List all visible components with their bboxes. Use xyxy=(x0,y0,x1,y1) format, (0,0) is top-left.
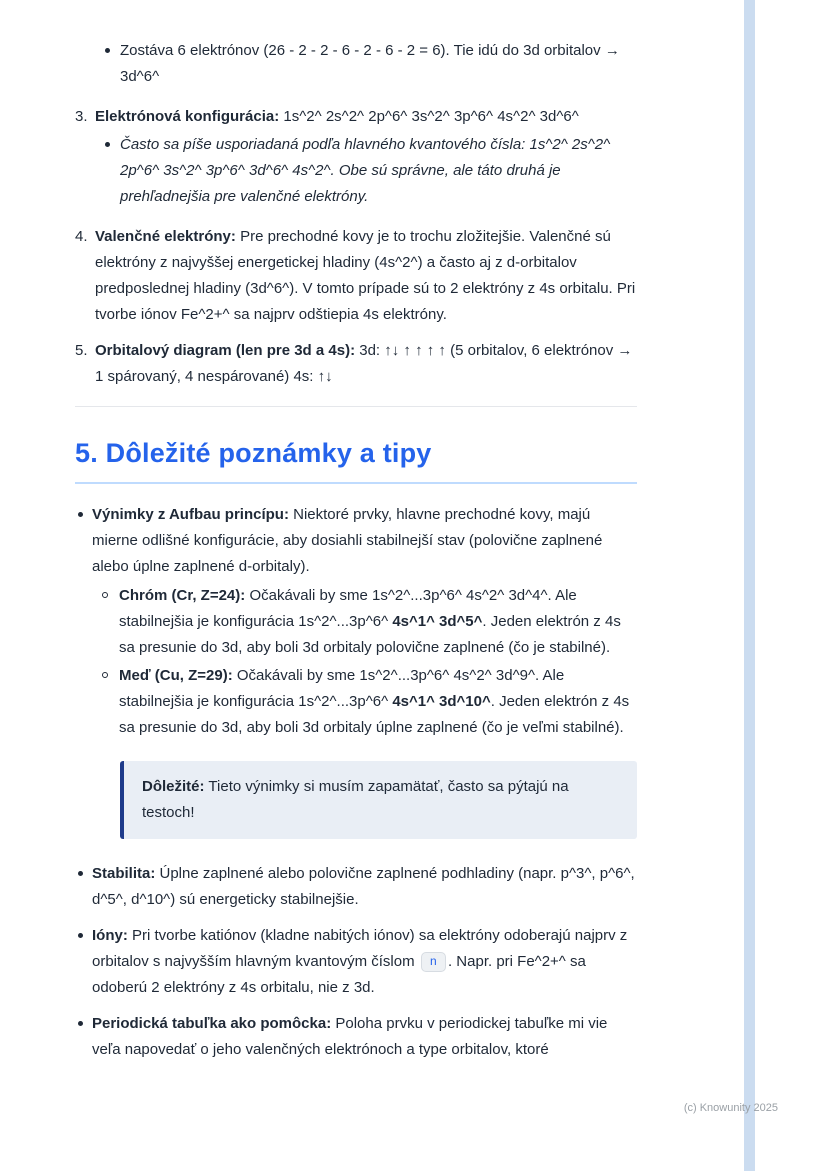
sub-item-label: Chróm (Cr, Z=24): xyxy=(119,587,246,604)
notes-list xyxy=(75,502,637,1063)
item-number: 3. xyxy=(75,108,88,125)
sub-item-chromium xyxy=(92,583,637,661)
numbered-item-electron-configuration xyxy=(75,104,637,210)
list-item-ordering-note xyxy=(95,132,637,210)
bullet-disc-icon xyxy=(78,933,83,938)
note-label: Ióny: xyxy=(92,927,128,944)
item-body xyxy=(95,104,637,210)
item-text: 1s^2^ 2s^2^ 2p^6^ 3s^2^ 3p^6^ 4s^2^ 3d^6^ xyxy=(279,108,579,125)
sub-item-bold-config: 4s^1^ 3d^10^ xyxy=(392,693,491,710)
italic-note-text: Často sa píše usporiadaná podľa hlavného kvantového čísla: 1s^2^ 2s^2^ 2p^6^ 3s^2^ 3p^6^ 3d^6^ 4s^2^. Obe sú správne, ale táto druhá je prehľadnejšia pre valenčné elektróny. xyxy=(120,136,611,205)
bullet-disc-icon xyxy=(105,48,110,53)
sub-item-label: Meď (Cu, Z=29): xyxy=(119,667,233,684)
bullet-disc-icon xyxy=(105,142,110,147)
note-item-ions xyxy=(75,923,637,1001)
exceptions-sublist xyxy=(92,583,637,741)
list-item-text: Zostáva 6 elektrónov (26 - 2 - 2 - 6 - 2 - 6 - 2 = 6). Tie idú do 3d orbitalov → 3d^6^ xyxy=(120,42,620,85)
important-callout xyxy=(120,761,637,839)
note-body xyxy=(92,861,637,913)
note-text: Niektoré prvky, hlavne prechodné kovy, majú mierne odlišné konfigurácie, aby dosiahli stabilnejší stav (polovične zaplnené alebo úplne zaplnené d-orbitaly). xyxy=(92,506,603,575)
sub-item-text: Očakávali by sme 1s^2^...3p^6^ 4s^2^ 3d^4^. Ale stabilnejšia je konfigurácia 1s^2^...3p^6^ xyxy=(119,587,577,630)
sub-item-text: . Jeden elektrón z 4s sa presunie do 3d, aby boli 3d orbitaly polovične zaplnené (čo je stabilné). xyxy=(119,613,621,656)
item-text: 3d: ↑↓ ↑ ↑ ↑ ↑ (5 orbitalov, 6 elektrónov → 1 spárovaný, 4 nespárované) 4s: ↑↓ xyxy=(95,342,633,385)
numbered-item-valence-electrons xyxy=(75,224,637,328)
note-text: Pri tvorbe katiónov (kladne nabitých iónov) sa elektróny odoberajú najprv z orbitalov s najvyšším hlavným kvantovým číslom xyxy=(92,927,628,970)
inline-code-n: n xyxy=(421,952,446,972)
section-heading: 5. Dôležité poznámky a tipy xyxy=(75,435,637,484)
section-divider xyxy=(75,406,637,407)
sub-item-body xyxy=(119,583,637,661)
item-body xyxy=(95,224,637,328)
sub-item-copper xyxy=(92,663,637,741)
scrollbar-track[interactable] xyxy=(744,0,755,1171)
callout-text: Tieto výnimky si musím zapamätať, často sa pýtajú na testoch! xyxy=(142,778,569,821)
item-text: Pre prechodné kovy je to trochu zložitejšie. Valenčné sú elektróny z najvyššej energetickej hladiny (4s^2^) a často aj z d-orbitalov predposlednej hladiny (3d^6^). V tomto prípade sú to 2 elektróny z 4s orbitalu. Pri tvorbe iónov Fe^2+^ sa najprv odštiepia 4s elektróny. xyxy=(95,228,636,323)
bullet-disc-icon xyxy=(78,871,83,876)
sub-item-body xyxy=(119,663,637,741)
item-body xyxy=(95,338,637,390)
item-label: Valenčné elektróny: xyxy=(95,228,236,245)
bullet-disc-icon xyxy=(78,512,83,517)
note-text: . Napr. pri Fe^2+^ sa odoberú 2 elektróny z 4s orbitalu, nie z 3d. xyxy=(92,953,586,996)
document-content xyxy=(75,38,637,1063)
list-item-remaining-electrons xyxy=(105,38,637,90)
note-item-periodic-table xyxy=(75,1011,637,1063)
numbered-item-orbital-diagram xyxy=(75,338,637,390)
sub-item-text: Očakávali by sme 1s^2^...3p^6^ 4s^2^ 3d^9^. Ale stabilnejšia je konfigurácia 1s^2^...3p^6^ xyxy=(119,667,565,710)
note-text: Poloha prvku v periodickej tabuľke mi vie veľa napovedať o jeho valenčných elektrónoch a type orbitalov, ktoré xyxy=(92,1015,608,1058)
note-body xyxy=(92,502,637,851)
item-label: Elektrónová konfigurácia: xyxy=(95,108,280,125)
note-item-stability xyxy=(75,861,637,913)
sub-item-text: . Jeden elektrón z 4s sa presunie do 3d, aby boli 3d orbitaly úplne zaplnené (čo je veľmi stabilné). xyxy=(119,693,630,736)
watermark: (c) Knowunity 2025 xyxy=(683,1102,778,1114)
note-label: Stabilita: xyxy=(92,865,156,882)
item-label: Orbitalový diagram (len pre 3d a 4s): xyxy=(95,342,356,359)
note-body xyxy=(92,923,637,1001)
bullet-circle-icon xyxy=(102,592,108,598)
callout-label: Dôležité: xyxy=(142,778,205,795)
item-number: 5. xyxy=(75,342,88,359)
note-label: Periodická tabuľka ako pomôcka: xyxy=(92,1015,332,1032)
note-item-aufbau-exceptions xyxy=(75,502,637,851)
sub-item-bold-config: 4s^1^ 3d^5^ xyxy=(392,613,483,630)
note-text: Úplne zaplnené alebo polovične zaplnené podhladiny (napr. p^3^, p^6^, d^5^, d^10^) sú energeticky stabilnejšie. xyxy=(92,865,635,908)
note-label: Výnimky z Aufbau princípu: xyxy=(92,506,289,523)
item-number: 4. xyxy=(75,228,88,245)
note-body xyxy=(92,1011,637,1063)
bullet-circle-icon xyxy=(102,672,108,678)
bullet-disc-icon xyxy=(78,1021,83,1026)
